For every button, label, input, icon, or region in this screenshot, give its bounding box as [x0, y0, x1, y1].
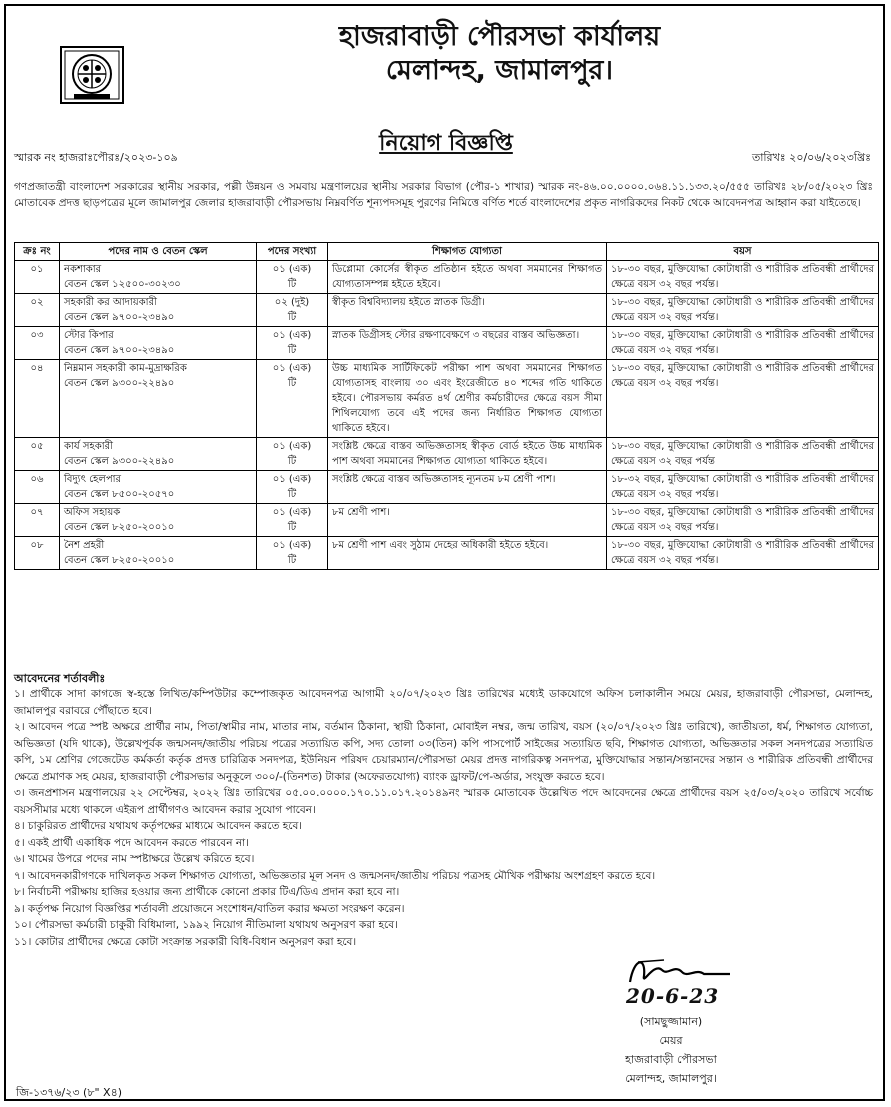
table-row [15, 438, 879, 471]
post-count-unit: টি [287, 312, 297, 323]
term-item: ১১। কোটার প্রার্থীদের ক্ষেত্রে কোটা সংক্রান্ত সরকারী বিধি-বিধান অনুসরণ করা হবে। [14, 935, 357, 948]
post-count: ০১ (এক) [272, 507, 312, 518]
row-education: ডিপ্লোমা কোর্সের স্বীকৃত প্রতিষ্ঠান হইতে অথবা সমমানের শিক্ষাগত যোগ্যতাসম্পন্ন হইতে হইবে। [328, 261, 607, 294]
row-count [257, 261, 328, 294]
header-serial: ক্রঃ নং [15, 243, 60, 261]
row-count [257, 327, 328, 360]
post-name: অফিস সহায়ক [64, 507, 121, 518]
post-name: কার্য সহকারী [64, 441, 113, 452]
term-item: ২। আবেদন পত্রে স্পষ্ট অক্ষরে প্রার্থীর নাম, পিতা/স্বামীর নাম, মাতার নাম, বর্তমান ঠিকানা, স্থায়ী ঠিকানা, মোবাইল নম্বর, জন্ম তারিখ, বয়স (২০/০৭/২০২৩ খ্রিঃ তারিখে), জাতীয়তা, ধর্ম, শিক্ষাগত যোগ্যতা, অভিজ্ঞতা (যদি থাকে), উল্লেখপূর্বক জন্মসনদ/জাতীয় পরিচয় পত্রের সত্যায়িত কপি, সদ্য তোলা ০৩(তিন) কপি পাসপোর্ট সাইজের সত্যায়িত ছবি, শিক্ষাগত যোগ্যতা, অভিজ্ঞতার সকল সনদপত্রের সত্যায়িত কপি, ১ম শ্রেণির গেজেটেড কর্মকর্তা কর্তৃক প্রদত্ত চারিত্রিক সনদপত্র, ইউনিয়ন পরিষদ চেয়ারম্যান/পৌরসভা মেয়র প্রদত্ত নাগরিকত্ব সনদপত্র, মুক্তিযোদ্ধার সন্তান/সন্তানদের সন্তান ও শারীরিক প্রতিবন্ধী প্রার্থীদের ক্ষেত্রে প্রমাণক সহ মেয়র, হাজরাবাড়ী পৌরসভার অনুকূলে ৩০০/-(তিনশত) টাকার (অফেরতযোগ্য) ব্যাংক ড্রাফট/পে-অর্ডার, সংযুক্ত করতে হবে। [14, 721, 873, 783]
pay-scale: বেতন স্কেল ৯৭০০-২৩৪৯০ [64, 345, 175, 356]
office-title [156, 20, 843, 88]
row-age: ১৮-৩০ বছর, মুক্তিযোদ্ধা কোটাধারী ও শারীরিক প্রতিবন্ধী প্রার্থীদের ক্ষেত্রে বয়স ৩২ বছর পর্যন্ত। [607, 294, 879, 327]
row-serial: ০১ [15, 261, 60, 294]
row-age: ১৮-৩০ বছর, মুক্তিযোদ্ধা কোটাধারী ও শারীরিক প্রতিবন্ধী প্রার্থীদের ক্ষেত্রে বয়স ৩২ বছর পর্যন্ত। [607, 261, 879, 294]
table-header-row [15, 243, 879, 261]
notice-page [4, 4, 885, 1101]
office-location: মেলান্দহ, জামালপুর। [385, 55, 614, 86]
row-education: সংশ্লিষ্ট ক্ষেত্রে বাস্তব অভিজ্ঞতাসহ স্বীকৃত বোর্ড হইতে উচ্চ মাধ্যমিক পাশ অথবা সমমানের শিক্ষাগত যোগ্যতা থাকিতে হইবে। [328, 438, 607, 471]
signer-place: মেলান্দহ, জামালপুর। [625, 1072, 717, 1085]
post-name: সহকারী কর আদায়কারী [64, 297, 157, 308]
term-item: ১০। পৌরসভা কর্মচারী চাকুরী বিধিমালা, ১৯৯২ নিয়োগ নীতিমালা যথাযথ অনুসরণ করা হবে। [14, 919, 398, 931]
row-count [257, 504, 328, 537]
notice-title: নিয়োগ বিজ্ঞপ্তি [379, 131, 513, 156]
table-row [15, 471, 879, 504]
notice-date: তারিখঃ ২০/০৬/২০২৩খ্রিঃ [751, 151, 871, 164]
posts-table-body [15, 261, 879, 570]
post-name: বিদ্যুৎ হেলপার [64, 474, 122, 485]
row-education: স্নাতক ডিগ্রীসহ স্টোর রক্ষণাবেক্ষণে ৩ বছরের বাস্তব অভিজ্ঞতা। [328, 327, 607, 360]
term-item: ৭। আবেদনকারীগণকে দাখিলকৃত সকল শিক্ষাগত যোগ্যতা, অভিজ্ঞতার মূল সনদ ও জন্মসনদ/জাতীয় পরিচয় পত্রসহ মৌখিক পরীক্ষায় অংশগ্রহণ করতে হবে। [14, 869, 656, 882]
table-row [15, 360, 879, 438]
row-serial: ০৫ [15, 438, 60, 471]
term-item: ৮। নির্বাচনী পরীক্ষায় হাজির হওয়ার জন্য প্রার্থীকে কোনো প্রকার টিএ/ডিএ প্রদান করা হবে না। [14, 886, 400, 898]
row-serial: ০২ [15, 294, 60, 327]
footer-code: জি-১৩৭৬/২৩ (৮" X৪) [16, 1086, 123, 1099]
row-post [60, 261, 257, 294]
row-education: উচ্চ মাধ্যমিক সার্টিফিকেট পরীক্ষা পাশ অথবা সমমানের শিক্ষাগত যোগ্যতাসহ বাংলায় ৩০ এবং ইংরেজীতে ৪০ শব্দের গতি থাকিতে হইবে। পৌরসভায় কর্মরত ৪র্থ শ্রেণীর কর্মচারীদের ক্ষেত্রে বয়স সীমা শিথিলযোগ্য তবে এই পদের জন্য নির্ধারিত শিক্ষাগত যোগ্যতা থাকিতে হইবে। [328, 360, 607, 438]
table-row [15, 504, 879, 537]
pay-scale: বেতন স্কেল ৯৭০০-২৩৪৯০ [64, 312, 175, 323]
signer-name: (সামছুজ্জামান) [639, 1015, 703, 1028]
row-age: ১৮-৩০ বছর, মুক্তিযোদ্ধা কোটাধারী ও শারীরিক প্রতিবন্ধী প্রার্থীদের ক্ষেত্রে বয়স ৩২ বছর পর্যন্ত। [607, 537, 879, 570]
signer-designation: মেয়র [659, 1034, 683, 1047]
post-count-unit: টি [287, 378, 297, 389]
pay-scale: বেতন স্কেল ৯৩০০-২২৪৯০ [64, 378, 175, 389]
post-count-unit: টি [287, 279, 297, 290]
post-count: ০২ (দুই) [274, 297, 310, 308]
row-post [60, 438, 257, 471]
post-count-unit: টি [287, 489, 297, 500]
pay-scale: বেতন স্কেল ১২৫০০-৩০২৩০ [64, 279, 181, 290]
post-name: নকশাকার [64, 264, 102, 275]
row-count [257, 537, 328, 570]
row-post [60, 504, 257, 537]
row-post [60, 537, 257, 570]
row-age: ১৮-৩০ বছর, মুক্তিযোদ্ধা কোটাধারী ও শারীরিক প্রতিবন্ধী প্রার্থীদের ক্ষেত্রে বয়স ৩২ বছর পর্যন্ত। [607, 360, 879, 438]
signer-office: হাজরাবাড়ী পৌরসভা [625, 1053, 717, 1066]
post-name: নিম্নমান সহকারী কাম-মুদ্রাক্ষরিক [64, 363, 187, 374]
post-count: ০১ (এক) [272, 330, 312, 341]
row-post [60, 471, 257, 504]
post-count-unit: টি [287, 522, 297, 533]
post-count: ০১ (এক) [272, 441, 312, 452]
header-post: পদের নাম ও বেতন স্কেল [60, 243, 257, 261]
row-post [60, 327, 257, 360]
signature-date: 20-6-23 [626, 984, 720, 1008]
row-post [60, 360, 257, 438]
term-item: ৯। কর্তৃপক্ষ নিয়োগ বিজ্ঞপ্তির শর্তাবলী প্রয়োজনে সংশোধন/বাতিল করার ক্ষমতা সংরক্ষণ করেন। [14, 902, 405, 915]
post-count: ০১ (এক) [272, 264, 312, 275]
row-serial: ০৩ [15, 327, 60, 360]
row-age: ১৮-৩০ বছর, মুক্তিযোদ্ধা কোটাধারী ও শারীরিক প্রতিবন্ধী প্রার্থীদের ক্ষেত্রে বয়স ৩২ বছর পর্যন্ত [607, 438, 879, 471]
row-post [60, 294, 257, 327]
row-serial: ০৬ [15, 471, 60, 504]
memo-number: স্মারক নং হাজরাঃপৌরঃ/২০২৩-১০৯ [14, 151, 178, 164]
row-age: ১৮-৩০ বছর, মুক্তিযোদ্ধা কোটাধারী ও শারীরিক প্রতিবন্ধী প্রার্থীদের ক্ষেত্রে বয়স ৩২ বছর পর্যন্ত। [607, 327, 879, 360]
post-count: ০১ (এক) [272, 363, 312, 374]
row-count [257, 438, 328, 471]
term-item: ৫। একই প্রার্থী একাধিক পদে আবেদন করতে পারবেন না। [14, 836, 249, 849]
term-item: ৩। জনপ্রশাসন মন্ত্রণালয়ের ২২ সেপ্টেম্বর, ২০২২ খ্রিঃ তারিখের ০৫.০০.০০০০.১৭০.১১.০১৭.২০১৪৯নং স্মারক মোতাবেক উল্লেখিত পদে আবেদনের ক্ষেত্রে প্রার্থীদের বয়স ২৫/০৩/২০২০ তারিখে সর্বোচ্চ বয়সসীমার মধ্যে থাকলে এইরূপ প্রার্থীগণও আবেদন করার সুযোগ পাবেন। [14, 787, 873, 816]
post-count-unit: টি [287, 345, 297, 356]
header-education: শিক্ষাগত যোগ্যতা [328, 243, 607, 261]
table-row [15, 261, 879, 294]
row-serial: ০৪ [15, 360, 60, 438]
row-age: ১৮-৩০ বছর, মুক্তিযোদ্ধা কোটাধারী ও শারীরিক প্রতিবন্ধী প্রার্থীদের ক্ষেত্রে বয়স ৩২ বছর পর্যন্ত। [607, 504, 879, 537]
row-count [257, 360, 328, 438]
term-item: ৪। চাকুরিরত প্রার্থীদের যথাযথ কর্তৃপক্ষের মাধ্যমে আবেদন করতে হবে। [14, 820, 303, 832]
row-count [257, 471, 328, 504]
post-name: স্টোর কিপার [64, 330, 114, 341]
post-count-unit: টি [287, 555, 297, 566]
post-count: ০১ (এক) [272, 540, 312, 551]
office-name: হাজরাবাড়ী পৌরসভা কার্যালয় [338, 21, 661, 52]
post-count-unit: টি [287, 456, 297, 467]
table-row [15, 327, 879, 360]
row-count [257, 294, 328, 327]
row-education: সংশ্লিষ্ট ক্ষেত্রে বাস্তব অভিজ্ঞতাসহ ন্যূনতম ৮ম শ্রেণী পাশ। [328, 471, 607, 504]
terms-title: আবেদনের শর্তাবলীঃ [14, 672, 106, 685]
header-count: পদের সংখ্যা [257, 243, 328, 261]
table-row [15, 294, 879, 327]
header-age: বয়স [607, 243, 879, 261]
post-count: ০১ (এক) [272, 474, 312, 485]
row-education: ৮ম শ্রেণী পাশ। [328, 504, 607, 537]
row-serial: ০৭ [15, 504, 60, 537]
pay-scale: বেতন স্কেল ৮২৫০-২০০১০ [64, 555, 175, 566]
pay-scale: বেতন স্কেল ৯৩০০-২২৪৯০ [64, 456, 175, 467]
municipality-logo-icon [60, 46, 124, 104]
terms-list [14, 686, 873, 950]
pay-scale: বেতন স্কেল ৮২৫০-২০০১০ [64, 522, 175, 533]
pay-scale: বেতন স্কেল ৮৫০০-২০৫৭০ [64, 489, 175, 500]
intro-paragraph: গণপ্রজাতন্ত্রী বাংলাদেশ সরকারের স্থানীয় সরকার, পল্লী উন্নয়ন ও সমবায় মন্ত্রণালয়ের স্থানীয় সরকার বিভাগ (পৌর-১ শাখার) স্মারক নং-৪৬.০০.০০০০.০৬৪.১১.১৩৩.২০/৫৫৫ তারিখঃ ২৮/০৫/২০২৩ খ্রিঃ মোতাবেক প্রদত্ত ছাড়পত্রের মূলে জামালপুর জেলার হাজরাবাড়ী পৌরসভায় নিম্নবর্ণিত শূন্যপদসমূহ পুরণের নিমিত্তে বর্ণিত শর্তে বাংলাদেশের প্রকৃত নাগরিকদের নিকট থেকে আবেদনপত্র আহ্বান করা যাইতেছে। [14, 181, 873, 209]
post-name: নৈশ প্রহরী [64, 540, 105, 551]
signer-block [546, 1012, 796, 1088]
row-serial: ০৮ [15, 537, 60, 570]
row-education: স্বীকৃত বিশ্ববিদ্যালয় হইতে স্নাতক ডিগ্রী। [328, 294, 607, 327]
signature-icon [624, 952, 734, 988]
posts-table [14, 242, 879, 570]
term-item: ১। প্রার্থীকে সাদা কাগজে স্ব-হস্তে লিখিত/কম্পিউটার কম্পোজকৃত আবেদনপত্র আগামী ২০/০৭/২০২৩ খ্রিঃ তারিখের মধ্যেই ডাকযোগে অফিস চলাকালীন সময়ে মেয়র, হাজরাবাড়ী পৌরসভা, মেলান্দহ, জামালপুর বরাবরে পৌঁছাতে হবে। [14, 688, 873, 717]
table-row [15, 537, 879, 570]
term-item: ৬। খামের উপরে পদের নাম স্পষ্টাক্ষরে উল্লেখ করিতে হবে। [14, 853, 255, 865]
row-education: ৮ম শ্রেণী পাশ এবং সুঠাম দেহের অধিকারী হইতে হইবে। [328, 537, 607, 570]
row-age: ১৮-৩২ বছর, মুক্তিযোদ্ধা কোটাধারী ও শারীরিক প্রতিবন্ধী প্রার্থীদের ক্ষেত্রে বয়স ৩২ বছর পর্যন্ত। [607, 471, 879, 504]
